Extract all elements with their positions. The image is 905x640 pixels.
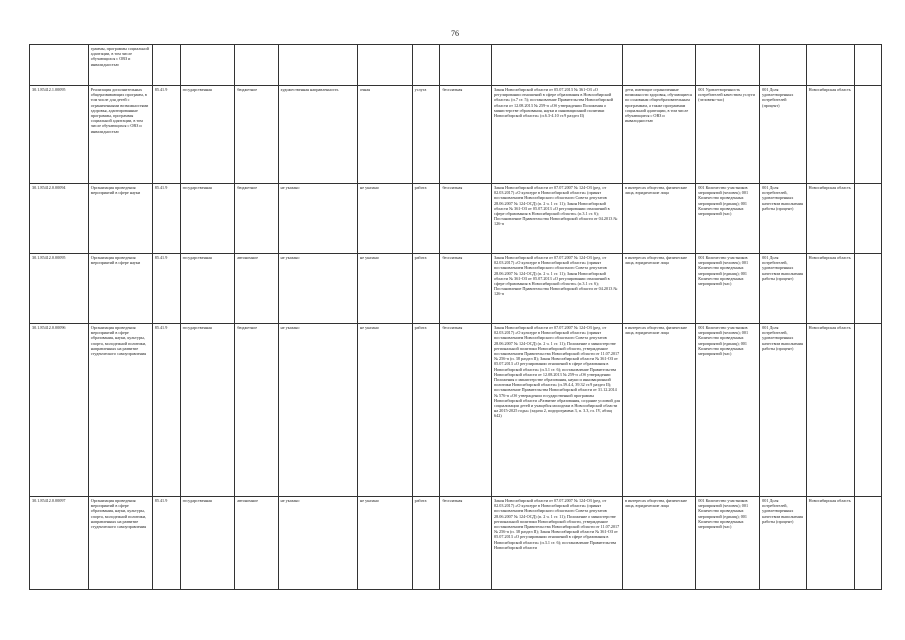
cell-form: не указано: [357, 254, 412, 324]
cell-legal-basis: Закон Новосибирской области от 07.07.2007 № 124-ОЗ (ред. от 02.03.2017) «О культуре в Новосибирской области» (принят постановлением Новосибирского областного Совета депутатов 28.06.2007 № 124-ОСД) (п. 2 ч. 1 ст. 11); Закон Новосибирской области № 361-ОЗ от 05.07.2013 «О регулировании отношений в сфере образования в Новосибирской области» (п.3.1 ст. 6); Постановление Правительства Новосибирской области от 04.2013 № 126-п: [492, 254, 623, 324]
cell-institution-type: бюджетное: [235, 184, 278, 254]
cell-content-direction: не указано: [278, 324, 357, 497]
cell-consumers: [623, 45, 696, 86]
cell-content-direction: не указано: [278, 497, 357, 590]
cell-volume-indicators: 001 Количество участников мероприятий (человек); 001 Количество проведенных мероприятий (единиц); 001 Количество проведенных мероприятий (час): [696, 254, 760, 324]
cell-territory: [806, 45, 854, 86]
table-row: [30, 86, 882, 184]
cell-form: не указано: [357, 324, 412, 497]
cell-okved-code: 85.41.9: [152, 254, 180, 324]
cell-kind: работа: [412, 324, 440, 497]
cell-okved-code: 85.41.9: [152, 86, 180, 184]
page-number: 76: [451, 29, 459, 38]
cell-registry-code: 30.1.85412.0.00097: [30, 497, 89, 590]
cell-okved-code: [152, 45, 180, 86]
services-table: [29, 44, 882, 590]
cell-content-direction: не указано: [278, 184, 357, 254]
cell-legal-basis: [492, 45, 623, 86]
cell-form: [357, 45, 412, 86]
cell-form: не указано: [357, 497, 412, 590]
cell-consumers: в интересах общества, физические лица, юридические лица: [623, 254, 696, 324]
cell-legal-basis: Закон Новосибирской области от 05.07.2013 № 361-ОЗ «О регулировании отношений в сфере образования в Новосибирской области» (п.7 ст. 5); постановление Правительства Новосибирской области от 12.08.2013 № 259-п «Об утверждении Положения о министерстве образования, науки и инновационной политики Новосибирской области» (п.6.3-4.10 ст.9 раздел II): [492, 86, 623, 184]
cell-service-name: Организация проведения мероприятий в сфере науки: [88, 254, 152, 324]
cell-territory: Новосибирская область: [806, 86, 854, 184]
cell-quality-indicators: 001 Доля удовлетворенных потребителей (процент): [760, 86, 806, 184]
cell-volume-indicators: 001 Количество участников мероприятий (человек); 001 Количество проведенных мероприятий (единиц); 001 Количество проведенных мероприятий (час): [696, 184, 760, 254]
cell-institution-type: [235, 45, 278, 86]
cell-consumers: в интересах общества, физические лица, юридические лица: [623, 324, 696, 497]
cell-quality-indicators: [760, 45, 806, 86]
cell-payment: бесплатная: [440, 184, 492, 254]
table-row: [30, 184, 882, 254]
cell-kind: услуга: [412, 86, 440, 184]
cell-quality-indicators: 001 Доля потребителей, удовлетворенных качеством выполнения работы (процент): [760, 497, 806, 590]
cell-volume-indicators: [696, 45, 760, 86]
cell-okved-code: 85.41.9: [152, 497, 180, 590]
cell-extra: [855, 497, 882, 590]
cell-extra: [855, 254, 882, 324]
cell-kind: работа: [412, 497, 440, 590]
cell-payment: бесплатная: [440, 86, 492, 184]
cell-payment: бесплатная: [440, 324, 492, 497]
cell-volume-indicators: 001 Количество участников мероприятий (человек); 001 Количество проведенных мероприятий (единиц); 001 Количество проведенных мероприятий (час): [696, 497, 760, 590]
cell-service-name: Организация проведения мероприятий в сфере образования, науки, культуры, спорта, молодежной политики, направленных на развитие студенческого самоуправления: [88, 324, 152, 497]
cell-kind: работа: [412, 184, 440, 254]
cell-quality-indicators: 001 Доля потребителей, удовлетворенных качеством выполнения работы (процент): [760, 254, 806, 324]
cell-ownership-type: государственная: [180, 254, 235, 324]
cell-service-name: Организация проведения мероприятий в сфере образования, науки, культуры, спорта, молодежной политики, направленных на развитие студенческого самоуправления: [88, 497, 152, 590]
cell-form: не указано: [357, 184, 412, 254]
cell-kind: [412, 45, 440, 86]
cell-consumers: в интересах общества, физические лица, юридические лица: [623, 184, 696, 254]
cell-registry-code: 30.1.85412.0.00094: [30, 184, 89, 254]
cell-content-direction: художественная направленность: [278, 86, 357, 184]
cell-service-name: Организация проведения мероприятий в сфере науки: [88, 184, 152, 254]
cell-kind: работа: [412, 254, 440, 324]
cell-quality-indicators: 001 Доля потребителей, удовлетворенных качеством выполнения работы (процент): [760, 184, 806, 254]
cell-extra: [855, 324, 882, 497]
cell-volume-indicators: 001 Количество участников мероприятий (человек); 001 Количество проведенных мероприятий (единиц); 001 Количество проведенных мероприятий (час): [696, 324, 760, 497]
cell-service-name: Реализация дополнительных общеразвивающих программ, в том числе для детей с ограниченными возможностями здоровья, адаптированные программы, программы социальной адаптации, в том числе обучающихся с ОВЗ и инвалидностью: [88, 86, 152, 184]
cell-territory: Новосибирская область: [806, 324, 854, 497]
cell-okved-code: 85.41.9: [152, 324, 180, 497]
cell-content-direction: [278, 45, 357, 86]
cell-ownership-type: [180, 45, 235, 86]
cell-institution-type: автономное: [235, 497, 278, 590]
cell-ownership-type: государственная: [180, 184, 235, 254]
cell-legal-basis: Закон Новосибирской области от 07.07.2007 № 124-ОЗ (ред. от 02.03.2017) «О культуре в Новосибирской области» (принят постановлением Новосибирского областного Совета депутатов 28.06.2007 № 124-ОСД) (п. 2 ч. 1 ст. 11); Закон Новосибирской области № 361-ОЗ от 05.07.2013 «О регулировании отношений в сфере образования в Новосибирской области» (п.3.1 ст. 6); Постановление Правительства Новосибирской области от 04.2013 № 126-п: [492, 184, 623, 254]
table-row: [30, 254, 882, 324]
cell-payment: бесплатная: [440, 497, 492, 590]
cell-legal-basis: Закон Новосибирской области от 07.07.2007 № 124-ОЗ (ред. от 02.03.2017) «О культуре в Новосибирской области» (принят постановлением Новосибирского областного Совета депутатов 28.06.2007 № 124-ОСД) (п. 2 ч. 1 ст. 11); Положение о министерстве региональной политики Новосибирской области, утвержденное постановлением Правительства Новосибирской области от 11.07.2017 № 256-п (п. 38 раздел II); Закон Новосибирской области № 361-ОЗ от 05.07.2013 «О регулировании отношений в сфере образования в Новосибирской области» (п.3.1 ст. 6); постановление Правительства Новосибирской области: [492, 497, 623, 590]
cell-institution-type: бюджетное: [235, 324, 278, 497]
cell-extra: [855, 45, 882, 86]
cell-extra: [855, 86, 882, 184]
cell-institution-type: автономное: [235, 254, 278, 324]
cell-volume-indicators: 001 Удовлетворенность потребителей качеством услуги (человеко-час): [696, 86, 760, 184]
table-row: [30, 45, 882, 86]
cell-content-direction: не указано: [278, 254, 357, 324]
cell-registry-code: [30, 45, 89, 86]
cell-service-name: граммы, программы социальной адаптации, в том числе обучающихся с ОВЗ и инвалидностью: [88, 45, 152, 86]
cell-extra: [855, 184, 882, 254]
cell-quality-indicators: 001 Доля потребителей, удовлетворенных качеством выполнения работы (процент): [760, 324, 806, 497]
cell-registry-code: 30.1.85412.0.00096: [30, 324, 89, 497]
table-row: [30, 324, 882, 497]
cell-okved-code: 85.41.9: [152, 184, 180, 254]
cell-registry-code: 30.1.85412.1.00095: [30, 86, 89, 184]
cell-institution-type: бюджетное: [235, 86, 278, 184]
cell-ownership-type: государственная: [180, 497, 235, 590]
cell-form: очная: [357, 86, 412, 184]
cell-consumers: в интересах общества, физические лица, юридические лица: [623, 497, 696, 590]
cell-territory: Новосибирская область: [806, 184, 854, 254]
cell-consumers: дети, имеющие ограниченные возможности здоровья, обучающиеся по основным общеобразовательным программам, а также программам социальной адаптации, в том числе обучающиеся с ОВЗ и инвалидностью: [623, 86, 696, 184]
cell-territory: Новосибирская область: [806, 254, 854, 324]
cell-payment: бесплатная: [440, 254, 492, 324]
cell-ownership-type: государственная: [180, 86, 235, 184]
cell-registry-code: 30.1.85412.0.00095: [30, 254, 89, 324]
cell-payment: [440, 45, 492, 86]
cell-territory: Новосибирская область: [806, 497, 854, 590]
table-row: [30, 497, 882, 590]
cell-legal-basis: Закон Новосибирской области от 07.07.2007 № 124-ОЗ (ред. от 02.03.2017) «О культуре в Новосибирской области» (принят постановлением Новосибирского областного Совета депутатов 28.06.2007 № 124-ОСД) (п. 2 ч. 1 ст. 11); Положение о министерстве региональной политики Новосибирской области, утвержденное постановлением Правительства Новосибирской области от 11.07.2017 № 256-п (п. 38 раздел II); Закон Новосибирской области № 361-ОЗ от 05.07.2013 «О регулировании отношений в сфере образования в Новосибирской области» (п.3.1 ст. 6); постановление Правительства Новосибирской области от 12.08.2013 № 259-п «Об утверждении Положения о министерстве образования, науки и инновационной политики Новосибирской области» (п.39.4.4, 39.32 ст.9 раздел II); постановление Правительства Новосибирской области от 31.12.2014 № 576-п «Об утверждении государственной программы Новосибирской области «Развитие образования, создание условий для социализации детей и учащейся молодежи в Новосибирской области на 2015-2025 годы» (задача 2, подпрограмма 3, п. 3.3, гл. IV, абзац 642): [492, 324, 623, 497]
cell-ownership-type: государственная: [180, 324, 235, 497]
